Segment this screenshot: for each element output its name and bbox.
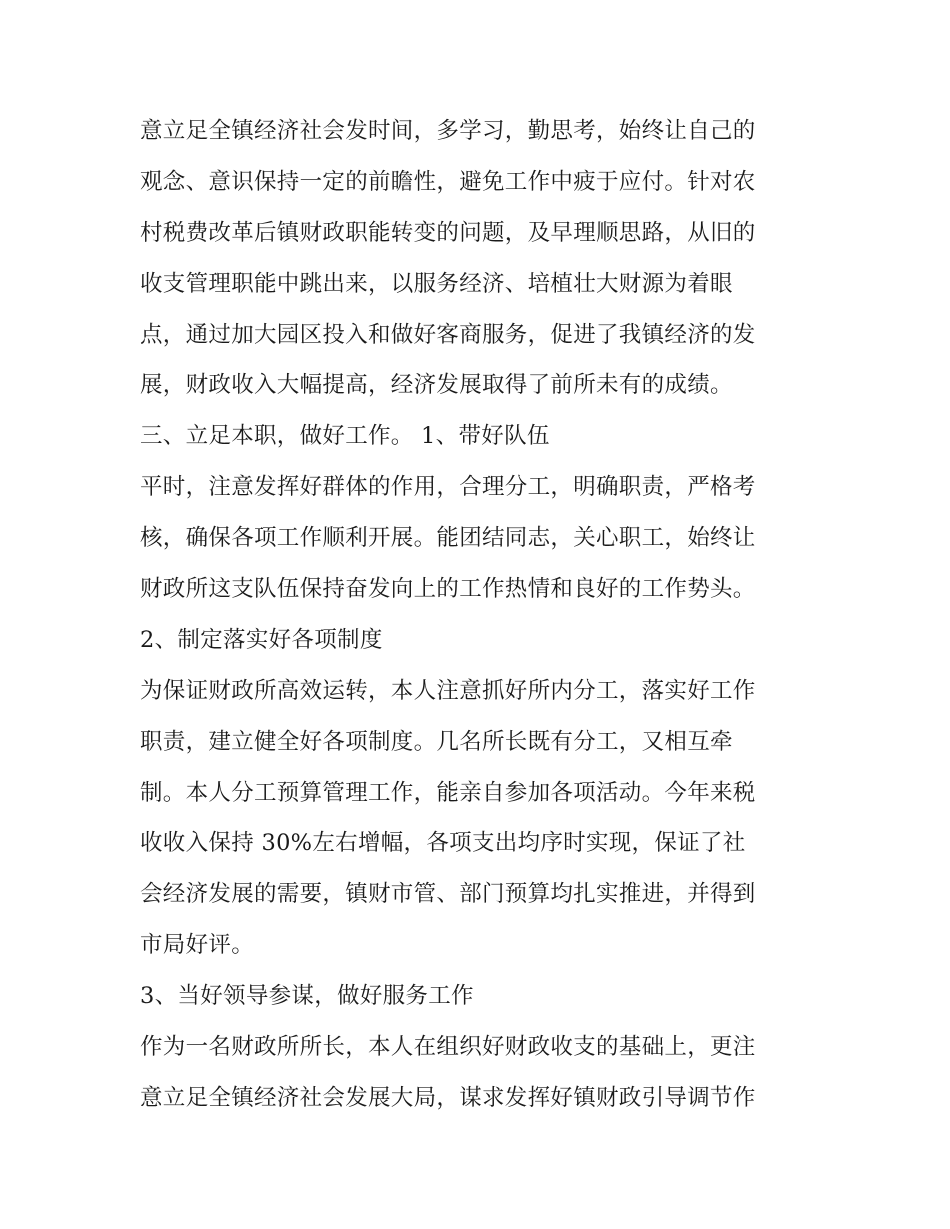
- subheading-2: 2、制定落实好各项制度: [140, 626, 383, 653]
- text-line-9: 核，确保各项工作顺利开展。能团结同志，关心职工，始终让: [140, 525, 756, 552]
- text-line-8: 平时，注意发挥好群体的作用，合理分工，明确职责，严格考: [140, 474, 756, 501]
- text-line-15: 收收入保持 30%左右增幅，各项支出均序时实现，保证了社: [140, 830, 746, 857]
- text-line-13: 职责，建立健全好各项制度。几名所长既有分工，又相互牵: [140, 728, 733, 755]
- text-line-20: 意立足全镇经济社会发展大局，谋求发挥好镇财政引导调节作: [140, 1084, 756, 1111]
- text-line-6: 展，财政收入大幅提高，经济发展取得了前所未有的成绩。: [140, 372, 733, 399]
- text-line-17: 市局好评。: [140, 932, 255, 959]
- text-line-12: 为保证财政所高效运转，本人注意抓好所内分工，落实好工作: [140, 677, 756, 704]
- subheading-3: 3、当好领导参谋，做好服务工作: [140, 983, 474, 1010]
- text-line-19: 作为一名财政所所长，本人在组织好财政收支的基础上，更注: [140, 1034, 756, 1061]
- text-line-14: 制。本人分工预算管理工作，能亲自参加各项活动。今年来税: [140, 779, 756, 806]
- body-text: [140, 106, 820, 1124]
- text-line-2: 观念、意识保持一定的前瞻性，避免工作中疲于应付。针对农: [140, 168, 756, 195]
- text-line-16: 会经济发展的需要，镇财市管、部门预算均扎实推进，并得到: [140, 881, 756, 908]
- text-line-4: 收支管理职能中跳出来，以服务经济、培植壮大财源为着眼: [140, 270, 733, 297]
- text-line-10: 财政所这支队伍保持奋发向上的工作热情和良好的工作势头。: [140, 576, 756, 603]
- text-line-3: 村税费改革后镇财政职能转变的问题，及早理顺思路，从旧的: [140, 219, 756, 246]
- section-heading-3: 三、立足本职，做好工作。 1、带好队伍: [140, 423, 550, 450]
- text-line-1: 意立足全镇经济社会发时间，多学习，勤思考，始终让自己的: [140, 118, 756, 144]
- text-line-5: 点，通过加大园区投入和做好客商服务，促进了我镇经济的发: [140, 321, 756, 348]
